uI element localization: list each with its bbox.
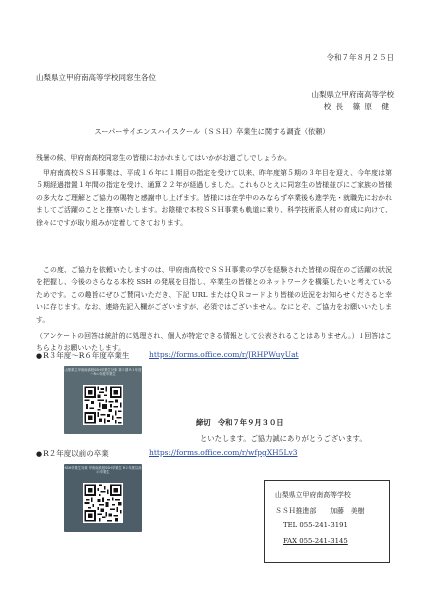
qr-card-r3-r6 — [64, 366, 142, 434]
bullet-icon: ● — [36, 450, 43, 458]
qr-caption: SSH卒業生対象 甲府南高校SSH卒業生 R２年度以前の卒業生 — [64, 466, 142, 475]
paragraph-privacy-note: （アンケートの回答は統計的に処理され、個人が特定できる情報として公表されることはありません。）↓回答はこちらよりお願いいたします。 — [36, 332, 392, 353]
paragraph-background: 甲府南高校ＳＳＨ事業は、平成１６年に１期目の指定を受けて以来、昨年度第５期の３年目を迎え、今年度は第５期経過措置１年間の指定を受け、通算２２年が経過しました。これもひとえに同窓生の皆様並びにご家族の皆様の多大なご理解とご協力の賜物と感謝申し上げます。皆様には在学中のみならず卒業後も進学先・就職先におかれましてご活躍のことと推察いたします。お陰様で本校ＳＳＨ事業も軌道に乗り、科学技術系人材の育成に向けて、徐々にですが取り組みが定着してきております。 — [36, 169, 392, 227]
sender-principal: 校 長 篠 原 健 — [323, 102, 390, 111]
section-label-r2-earlier — [36, 448, 109, 459]
qr-code-icon[interactable] — [83, 385, 123, 425]
paragraph-request: この度、ご協力を依頼いたしますのは、甲府南高校でＳＳＨ事業の学びを経験された皆様の現在のご活躍の状況を把握し、今後のさらなる本校 SSH の発展を目指し、卒業生の皆様とのネットワークを構築したいと考えているためです。この趣旨にぜひご賛同いただき、下記 URL またはＱＲコードより皆様の近況をお知らせくださると幸いに存じます。なお、連絡先記入欄がございますが、必須ではございません。なにとぞ、ご協力をお願いいたします。 — [36, 266, 392, 324]
qr-card-r2-earlier — [64, 464, 142, 532]
deadline-text: 締切 令和７年９月３０日 — [196, 418, 284, 427]
survey-link-r2-earlier[interactable]: https://forms.office.com/r/wfpgXH5Lv3 — [149, 448, 298, 457]
contact-tel: TEL 055-241-3191 — [283, 521, 348, 529]
bullet-icon: ● — [36, 352, 43, 360]
section-label-text: R２年度以前の卒業 — [43, 449, 109, 458]
contact-info-box — [264, 480, 390, 563]
contact-school: 山梨県立甲府南高等学校 — [275, 491, 351, 499]
qr-code-icon[interactable] — [83, 483, 123, 523]
issue-date: 令和７年８月２５日 — [326, 53, 394, 62]
paragraph-greeting: 残暑の候、甲府南高校同窓生の皆様におかれましてはいかがお過ごしでしょうか。 — [36, 154, 291, 162]
document-title: スーパーサイエンスハイスクール（ＳＳＨ）卒業生に関する調査（依頼） — [94, 127, 330, 136]
contact-office: ＳＳＨ推進部 加藤 美樹 — [275, 507, 365, 515]
thanks-text: といたします。ご協力誠にありがとうございます。 — [200, 434, 367, 443]
section-label-r3-r6 — [36, 350, 129, 361]
recipient-line: 山梨県立甲府南高等学校同窓生各位 — [36, 73, 156, 82]
qr-caption: 山梨県立甲府南高校SSH卒業生対象 第５期 R３年度～R６年度卒業生 — [64, 368, 142, 377]
section-label-text: R３年度～R６年度卒業生 — [43, 351, 130, 360]
survey-link-r3-r6[interactable]: https://forms.office.com/r/JRHPWuyUat — [149, 350, 299, 359]
sender-school: 山梨県立甲府南高等学校 — [311, 90, 394, 99]
contact-fax: FAX 055-241-3145 — [283, 537, 348, 545]
